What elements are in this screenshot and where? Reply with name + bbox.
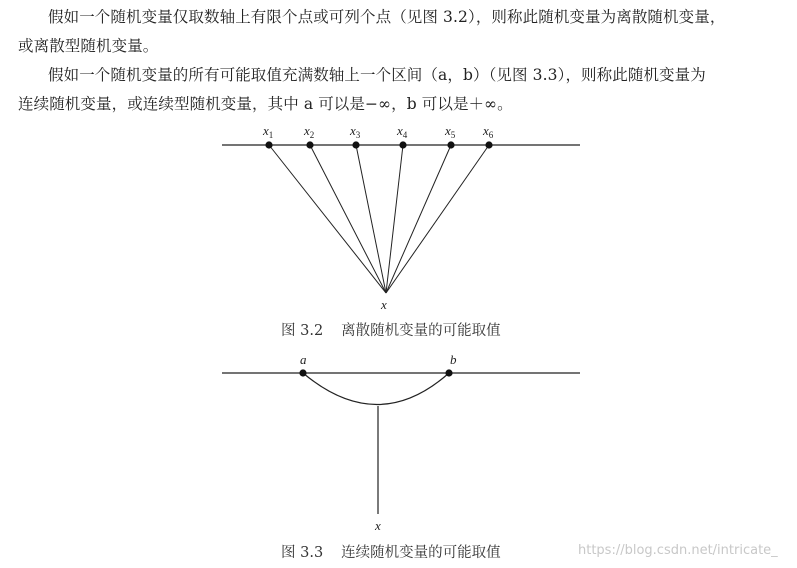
mapping-line: [386, 145, 451, 293]
mapping-line: [269, 145, 386, 293]
endpoint-label-a: a: [300, 352, 307, 367]
endpoint-a: [299, 369, 306, 376]
paragraph-continuous-line-1: 假如一个随机变量的所有可能取值充满数轴上一个区间（a，b）（见图 3.3），则称此随机变量为: [48, 66, 706, 84]
paragraph-discrete-line-1: 假如一个随机变量仅取数轴上有限个点或可列个点（见图 3.2），则称此随机变量为离散随机变量，: [48, 8, 726, 26]
point-label: $x_3$: [350, 123, 361, 140]
discrete-point: [447, 141, 454, 148]
point-label: $x_4$: [397, 123, 408, 140]
caption-number: 图 3.3: [281, 545, 324, 561]
discrete-point: [306, 141, 313, 148]
caption-text: 离散随机变量的可能取值: [341, 323, 501, 339]
point-label: $x_2$: [304, 123, 315, 140]
discrete-point: [352, 141, 359, 148]
mapping-line: [310, 145, 386, 293]
figure-3-2-caption: [281, 319, 501, 340]
mapping-line: [386, 145, 403, 293]
watermark: https://blog.csdn.net/intricate_: [578, 543, 778, 558]
discrete-point: [399, 141, 406, 148]
point-label: $x_5$: [445, 123, 456, 140]
point-label: $x_1$: [263, 123, 274, 140]
mapping-line: [386, 145, 489, 293]
paragraph-continuous-line-2: 连续随机变量，或连续型随机变量，其中 a 可以是−∞，b 可以是＋∞。: [18, 95, 513, 113]
figure-3-3-caption: [281, 541, 501, 562]
point-labels: [262, 123, 494, 140]
paragraph-discrete-line-2: 或离散型随机变量。: [18, 37, 159, 55]
source-label-x: x: [381, 297, 387, 312]
mapping-line: [356, 145, 386, 293]
endpoint-b: [445, 369, 452, 376]
point-label: $x_6$: [483, 123, 494, 140]
caption-text: 连续随机变量的可能取值: [341, 545, 501, 561]
caption-number: 图 3.2: [281, 323, 324, 339]
discrete-point: [485, 141, 492, 148]
discrete-point: [265, 141, 272, 148]
endpoint-label-b: b: [450, 352, 457, 367]
mapping-lines: [269, 145, 489, 293]
interval-arc: [303, 373, 449, 405]
source-label-x-2: x: [375, 518, 381, 533]
